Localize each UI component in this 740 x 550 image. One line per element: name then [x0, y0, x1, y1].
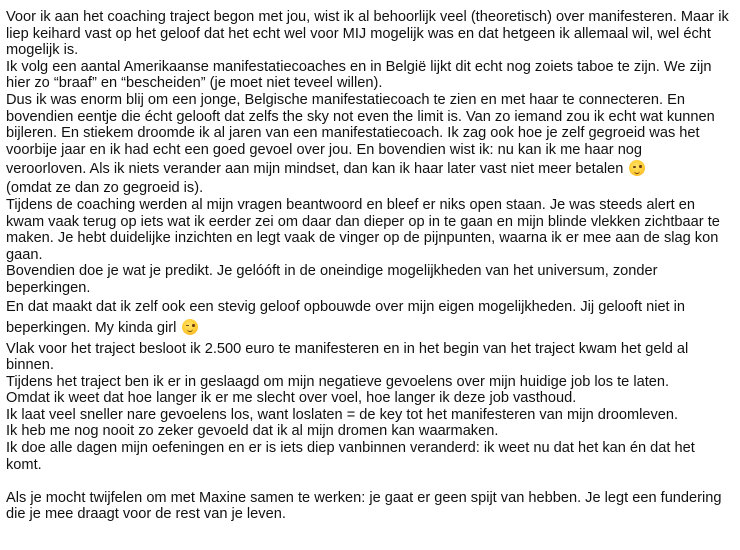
paragraph-kinda-girl [6, 318, 732, 339]
paragraph-afford-text: veroorloven. Als ik niets verander aan mijn mindset, dan kan ik haar later vast niet meer betalen [6, 161, 624, 178]
paragraph-job: Tijdens het traject ben ik er in geslaagd om mijn negatieve gevoelens over mijn huidige job los te laten. [6, 373, 670, 390]
paragraph-intro: Voor ik aan het coaching traject begon met jou, wist ik al behoorlijk veel (theoretisch) over manifesteren. Maar ik liep keihard vast op het geloof dat het echt wel voor MIJ mogelijk was en dat hetgeen ik allemaal wil, wel écht mogelijk is. [6, 9, 729, 59]
paragraph-coaches: Ik volg een aantal Amerikaanse manifestatiecoaches en in België lijkt dit echt nog zoiets taboe te zijn. We zijn hier zo “braaf” en “bescheiden” (je moet niet teveel willen). [6, 58, 712, 92]
paragraph-grown: (omdat ze dan zo gegroeid is). [6, 180, 204, 197]
paragraph-letting-go: Ik laat veel sneller nare gevoelens los, want loslaten = de key tot het manifesteren van mijn droomleven. [6, 406, 679, 423]
paragraph-preach: Bovendien doe je wat je predikt. Je gelóóft in de oneindige mogelijkheden van het universum, zonder beperkingen. [6, 263, 658, 296]
paragraph-money: Vlak voor het traject besloot ik 2.500 euro te manifesteren en in het begin van het traject kwam het geld al binnen. [6, 340, 689, 374]
winking-face-icon [182, 319, 198, 335]
blank-line [6, 473, 732, 490]
winking-face-icon [629, 160, 645, 176]
paragraph-exercises: Ik doe alle dagen mijn oefeningen en er is iets diep vanbinnen veranderd: ik weet nu dat het kan én dat het komt. [6, 440, 695, 473]
paragraph-coaching: Tijdens de coaching werden al mijn vragen beantwoord en bleef er niks open staan. Je was steeds alert en kwam vaak terug op iets wat ik eerder zei om daar dan dieper op in te gaan en mijn blinde vlekken zichtbaar te maken. Je hebt duidelijke inzichten en legt vaak de vinger op de pijnpunten, waarna ik er mee aan de slag kon gaan. [6, 196, 720, 263]
paragraph-afford [6, 159, 732, 180]
paragraph-belief: En dat maakt dat ik zelf ook een stevig geloof opbouwde over mijn eigen mogelijkheden. Jij gelooft niet in [6, 298, 686, 315]
paragraph-hold: Omdat ik weet dat hoe langer ik er me slecht over voel, hoe langer ik deze job vasthoud. [6, 390, 577, 407]
paragraph-dreams: Ik heb me nog nooit zo zeker gevoeld dat ik al mijn dromen kan waarmaken. [6, 423, 499, 440]
paragraph-kinda-girl-text: beperkingen. My kinda girl [6, 319, 177, 336]
paragraph-closing: Als je mocht twijfelen om met Maxine samen te werken: je gaat er geen spijt van hebben. Je legt een fundering die je mee draagt voor de rest van je leven. [6, 489, 722, 523]
paragraph-happy: Dus ik was enorm blij om een jonge, Belgische manifestatiecoach te zien en met haar te connecteren. En bovendien eentje die écht gelooft dat zelfs the sky not even the limit is. Van zo iemand zou ik echt wat kunnen bijleren. En stiekem droomde ik al jaren van een manifestatiecoach. Ik zag ook hoe je zelf gegroeid was het voorbije jaar en ik had echt een goed gevoel over jou. En bovendien wist ik: nu kan ik me haar nog [6, 91, 715, 158]
